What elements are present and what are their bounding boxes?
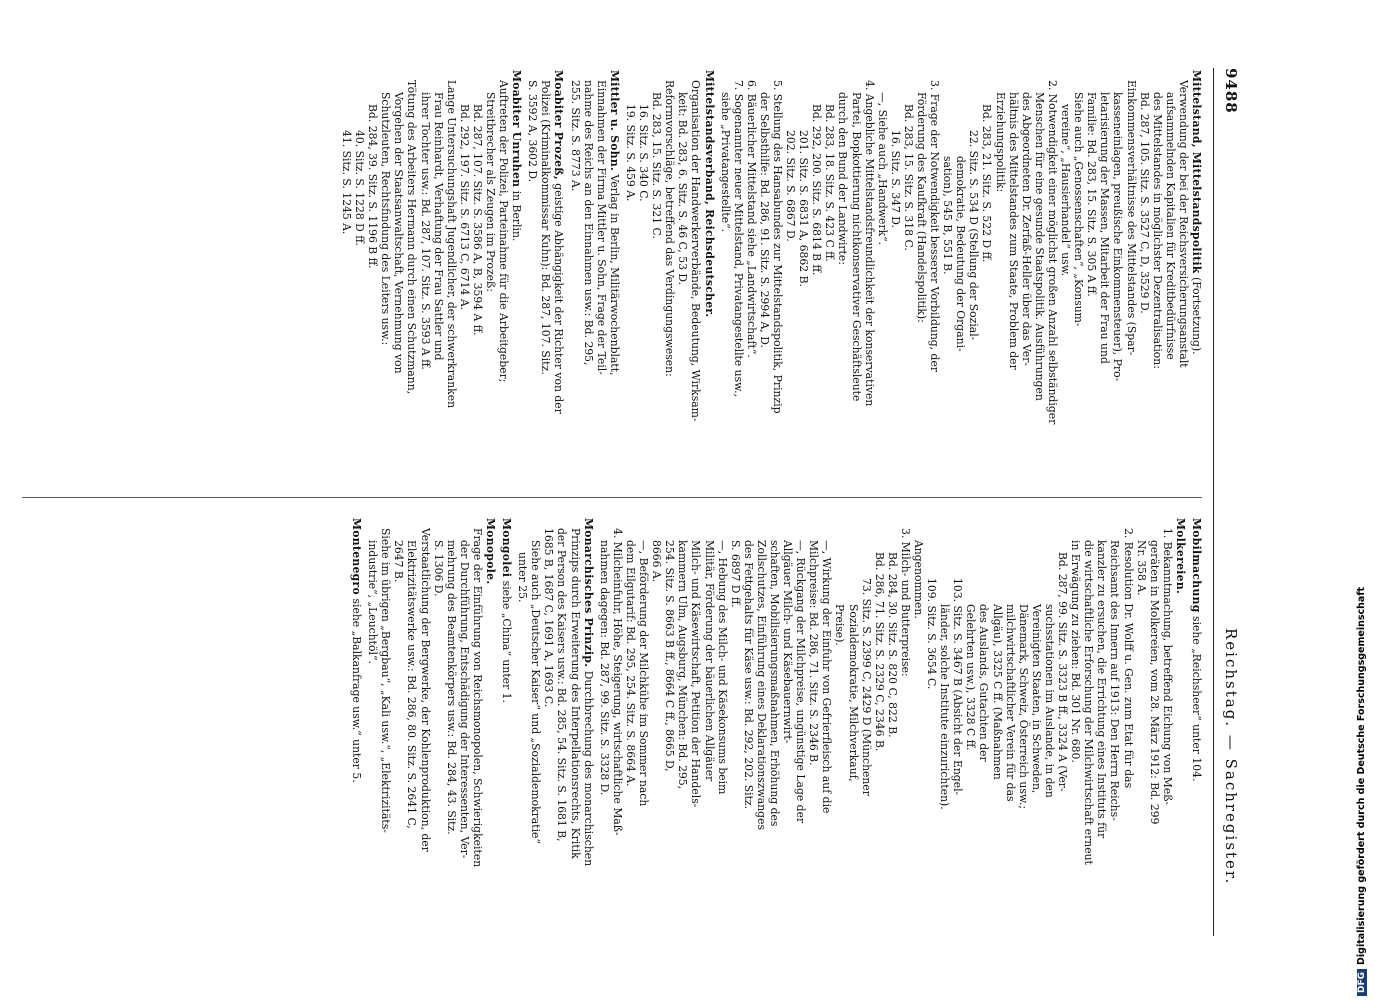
entry-keyword: Mobilmachung <box>1190 518 1203 613</box>
index-entry-line: Bd. 283, 15. Sitz. S. 318 C. <box>901 104 915 251</box>
entry-keyword: Mittelstand, Mittelstandspolitik <box>1190 70 1203 274</box>
index-entry-line: Bd. 283, 18. Sitz. S. 423 C ff. <box>823 104 837 262</box>
index-entry-line: Einkommensverhältnisse des Mittelstandes (Spar- <box>1124 80 1138 356</box>
index-entry-line: —, Beförderung der Milchkühe im Sommer nach <box>637 540 651 807</box>
entry-keyword: Mittelstandsverband, Reichsdeutscher. <box>702 70 716 318</box>
index-entry-line: des Abgeordneten Dr. Zerfaß-Heller über das Ver- <box>1019 92 1033 367</box>
index-entry-line: 73. Sitz. S. 2399 C, 2429 D (Münchener <box>859 578 873 796</box>
index-entry-line: —, Wirkung der Einfuhr von Gefrierfleisch auf die <box>820 540 834 814</box>
index-entry-line: Elektrizitätswerke usw.: Bd. 286, 80. Sitz. S. 2641 C, <box>405 540 419 829</box>
index-entry-line: 2. Resolution Dr. Wolff u. Gen. zum Etat für das <box>1121 528 1135 789</box>
index-entry-line: 2647 B. <box>392 540 406 583</box>
index-entry-heading <box>1174 518 1187 938</box>
right-column <box>16 518 1206 938</box>
index-entry-line: Siehe auch „Genossenschaften“, „Konsum- <box>1072 92 1086 327</box>
index-entry-line: Vereinigten Staaten, in Schweden, <box>1029 604 1043 794</box>
index-entry-line: —, Rückgang der Milchpreise, ungünstige Lage der <box>794 540 808 824</box>
index-entry-line: 1. Bekanntmachung, betreffend Eichung von Meß- <box>1160 528 1174 806</box>
index-entry-line: des Auslands, Gutachten der <box>977 604 991 762</box>
index-entry-line: Milch- und Käsewirtschaft, Petition der Handels- <box>689 540 703 808</box>
index-entry-line: kasseneinlagen, preußische Einkommensteuer), Pro- <box>1111 92 1125 382</box>
index-entry-line: Familie: Bd. 283, 15. Sitz. S. 305 A ff. <box>1085 92 1099 297</box>
index-entry-line: Gelehrten usw.), 3328 C ff. <box>964 604 978 751</box>
index-entry-line: keit: Bd. 283, 6. Sitz. S. 46 C, 53 D. <box>676 92 690 286</box>
index-entry-heading <box>484 518 497 938</box>
index-entry-heading <box>702 70 715 480</box>
entry-keyword-tail: Verlag in Berlin, Militärwochenblatt, <box>607 171 621 376</box>
index-entry-line: Einnahmen der Firma Mittler u. Sohn, Frage der Teil- <box>594 80 608 375</box>
entry-keyword: Monopole. <box>484 518 498 585</box>
index-entry-line: Frau Reinhardt, Verhaftung der Frau Sattler und <box>431 92 445 361</box>
entry-keyword-tail: Durchbrechung des monarchischen <box>581 667 595 867</box>
index-entry-line: Erziehungspolitik: <box>993 92 1007 193</box>
index-entry-line: Militär, Förderung der bäuerlichen Allgäuer <box>702 540 716 782</box>
index-entry-line: Auftreten der Polizei, Parteinahme für die Arbeitgeber; <box>497 80 511 383</box>
index-entry-line: 3. Frage der Notwendigkeit besserer Vorbildung, der <box>928 80 942 373</box>
index-entry-line: der Durchführung, Entschädigung der Interessenten, Ver- <box>457 540 471 859</box>
index-entry-line: Nr. 358 A. <box>1134 540 1148 596</box>
index-entry-line: Förderung des Kaufkraft (Handelspolitik): <box>915 92 929 323</box>
entry-keyword-tail: siehe „Reichsheer“ unter 104. <box>1190 612 1203 782</box>
index-entry-line: 41. Sitz. S. 1245 A. <box>340 130 353 235</box>
index-entry-line: Reichsamt des Innern auf 1913: Den Herrn Reichs- <box>1108 540 1122 821</box>
index-entry-heading <box>350 518 363 938</box>
index-entry-line: hältnis des Mittelstandes zum Staate, Problem der <box>1006 92 1020 370</box>
index-entry-line: Zollschutzes, Einführung eines Deklarationszwanges <box>754 540 768 831</box>
index-entry-line: Siehe auch „Deutscher Kaiser“ und „Sozialdemokratie“ <box>529 540 543 844</box>
index-entry-line: 4. Milcheinfuhr, Höhe, Steigerung, wirtschaftliche Maß- <box>610 528 624 836</box>
index-entry-line: Partei, Bopkottierung nichtkonservativer Geschäftsleute <box>849 92 863 402</box>
index-entry-line: Streitbrecher als Zeugen im Prozeß: <box>484 92 498 292</box>
index-entry-line: Tötung des Arbeiters Hermann durch einen Schutzmann, <box>405 80 419 395</box>
index-entry-line: Verstaatlichung der Bergwerke, der Kohlenproduktion, der <box>418 528 432 852</box>
entry-keyword: Mongolei <box>500 518 514 578</box>
left-column <box>16 70 1206 480</box>
index-entry-line: unter 25. <box>516 552 530 603</box>
entry-keyword-tail: geistige Abhängigkeit der Richter von der <box>552 179 566 414</box>
index-entry-line: dem Eilgutarif: Bd. 295, 254. Sitz. S. 8664 A. <box>623 540 637 787</box>
column-divider <box>22 497 1202 498</box>
index-entry-line: letarisierung der Massen, Mitarbeit der Frau und <box>1098 92 1112 364</box>
index-entry-line: 255. Sitz. S. 8773 A. <box>568 80 582 192</box>
index-entry-line: mehrung des Beamtenkörpers usw.: Bd. 284, 43. Sitz. <box>444 540 458 835</box>
index-entry-line: des Fettgehalts für Käse usw.: Bd. 292, 202. Sitz. <box>741 540 755 810</box>
index-entry-line: 16. Sitz. S. 347 D. <box>888 130 902 228</box>
index-entry-line: S. 1306 D. <box>431 540 445 597</box>
index-entry-line: der Person des Kaisers usw.: Bd. 285, 54. Sitz. S. 1681 B, <box>555 528 569 842</box>
page-number: 9488 <box>1222 68 1240 114</box>
index-entry-line: sation), 545 B, 551 B. <box>941 156 955 275</box>
entry-keyword: Montenegro <box>350 518 364 596</box>
index-entry-line: Verwendung der bei der Reichsversicherungsanstalt <box>1176 80 1190 368</box>
index-entry-line: 8666 A. <box>650 540 664 583</box>
index-entry-line: Bd. 287, 105. Sitz. S. 3527 C, D, 3529 D. <box>1137 92 1151 314</box>
entry-keyword-tail: siehe „China“ unter 1. <box>500 577 514 703</box>
index-entry-line: kammern Ulm, Augsburg, München: Bd. 295, <box>676 540 690 790</box>
credit-text: Digitalisierung gefördert durch die Deutsche Forschungsgemeinschaft <box>1356 587 1367 965</box>
index-entry-line: 19. Sitz. S. 459 A. <box>623 104 637 202</box>
page-title: Reichstag. — Sachregister. <box>1222 628 1240 886</box>
index-entry-line: 202. Sitz. S. 6867 D. <box>784 130 798 242</box>
index-entry-line: Schutzleuten, Rechtsfindung des Leiters usw.: <box>379 92 393 346</box>
index-entry-heading <box>500 518 513 938</box>
index-entry-line: kanzler zu ersuchen, die Errichtung eines Instituts für <box>1095 540 1109 839</box>
index-entry-line: Bd. 292, 197. Sitz. S. 6713 C, 6714 A. <box>457 104 471 311</box>
index-entry-line: Vorgehen der Staatsanwaltschaft, Vernehmung von <box>392 92 406 374</box>
index-entry-line: Angenommen. <box>912 540 926 619</box>
index-entry-line: suchsstationen im Auslande, in den <box>1042 604 1056 798</box>
index-entry-line: schaften, Mobilisierungsmaßnahmen, Erhöhung des <box>768 540 781 827</box>
index-entry-line: Lange Untersuchungshaft Jugendlicher, der schwerkranken <box>444 80 458 409</box>
index-entry-line: in Erwägung zu ziehen: Bd. 301 Nr. 680. <box>1069 540 1083 763</box>
index-entry-line: Frage der Einführung von Reichsmonopolen, Schwierigkeiten <box>470 528 484 868</box>
index-entry-line: —, Hebung des Milch- und Käsekonsums beim <box>715 540 729 795</box>
index-entry-line: 16. Sitz. S. 340 C. <box>637 104 651 202</box>
page-header <box>1213 68 1240 936</box>
index-entry-line: aufsammelnden Kapitalien für Kreditbedürfnisse <box>1163 92 1177 360</box>
index-entry-line: durch den Bund der Landwirte: <box>836 92 850 265</box>
index-entry-line: geräten in Molkereien, vom 28. März 1912: Bd. 299 <box>1147 540 1161 825</box>
index-entry-heading <box>552 70 565 480</box>
index-entry-line: nahme des Reichs an den Einnahmen usw.: Bd. 295, <box>581 80 595 366</box>
index-entry-line: Organisation der Handwerkerverbände, Bedeutung, Wirksam- <box>689 80 703 422</box>
index-entry-line: die wirtschaftliche Erforschung der Milchwirtschaft erneut <box>1082 540 1096 865</box>
index-entry-line: 3. Milch- und Butterpreise: <box>898 528 912 677</box>
index-entry-line: 2. Notwendigkeit einer möglichst großen Anzahl selbständiger <box>1045 80 1059 425</box>
index-entry-line: 5. Stellung des Hansabundes zur Mittelstandspolitik, Prinzip <box>771 80 784 414</box>
index-entry-line: Bd. 283, 15. Sitz. S. 321 C. <box>650 92 664 239</box>
index-entry-line: nahmen dagegen: Bd. 287, 99. Sitz. S. 3328 D. <box>597 540 611 796</box>
index-entry-line: siehe „Privatangestellte“. <box>718 92 732 233</box>
index-entry-line: Preise). <box>833 604 847 646</box>
index-entry-line: S. 6897 D ff. <box>728 540 742 608</box>
index-entry-line: Bd. 283, 21. Sitz. S. 522 D ff. <box>980 104 994 263</box>
index-entry-line: Allgäu), 3325 C ff. (Maßnahmen <box>990 604 1004 780</box>
index-entry-line: milchwirtschaftlicher Verein für das <box>1003 604 1017 802</box>
index-entry-heading <box>582 518 595 938</box>
index-entry-line: Polizei (Kriminalkommissar Kuhn): Bd. 287, 107. Sitz. <box>539 80 553 375</box>
index-entry-heading <box>608 70 621 480</box>
entry-keyword: Molkereien. <box>1173 518 1187 595</box>
index-entry-line: 201. Sitz. S. 6831 A, 6862 B. <box>797 130 811 287</box>
dfg-logo: DFG <box>1357 969 1367 996</box>
index-entry-line: Dänemark, Schweiz, Österreich usw.; <box>1016 604 1030 809</box>
index-entry-heading <box>1190 70 1203 480</box>
index-entry-line: Bd. 287, 99. Sitz. S. 3323 B ff., 3324 A (Ver- <box>1056 552 1070 792</box>
index-entry-line: demokratie, Bedeutung der Organi- <box>954 156 968 352</box>
entry-keyword: Moabiter Unruhen <box>510 70 524 188</box>
index-entry-line: Allgäuer Milch- und Käsebauernwirt- <box>781 540 795 744</box>
index-entry-line: Sozialdemokratie, Milchverkauf, <box>846 604 860 782</box>
index-entry-line: industrie“, „Leuchtöl“. <box>366 540 380 664</box>
index-entry-line: 4. Angebliche Mittelstandsfreundlichkeit der konservativen <box>862 80 876 407</box>
entry-keyword-tail: siehe „Balkanfrage usw.“ unter 5. <box>350 595 364 783</box>
entry-keyword-tail: (Fortsetzung). <box>1190 273 1203 355</box>
index-entry-line: des Mittelstandes in möglichster Dezentralisation: <box>1150 92 1164 369</box>
index-entry-line: 40. Sitz. S. 1228 D ff. <box>353 130 367 246</box>
index-entry-line: Milchpreise: Bd. 286, 71. Sitz. S. 2346 B. <box>807 540 821 766</box>
index-entry-line: Bd. 284, 30. Sitz. S. 820 C, 822 B. <box>885 552 899 738</box>
funding-credit <box>1356 4 1367 996</box>
index-entry-line: Bd. 284, 39. Sitz. S. 1196 B ff. <box>366 104 380 269</box>
index-entry-line: 109. Sitz. S. 3654 C. <box>925 578 939 690</box>
index-entry-line: länder, solche Institute einzurichten). <box>938 604 952 810</box>
index-entry-line: Bd. 286, 71. Sitz. S. 2329 C, 2346 B. <box>872 552 886 752</box>
index-entry-line: ihrer Tochter usw.: Bd. 287, 107. Sitz. S. 3593 A ff. <box>418 92 432 370</box>
entry-keyword-tail: in Berlin. <box>510 187 524 242</box>
index-entry-line: Bd. 287, 107. Sitz. S. 3586 A, B, 3594 A ff. <box>470 104 484 336</box>
index-entry-line: —, Siehe auch „Handwerk“. <box>875 92 889 246</box>
index-entry-line: der Selbsthilfe: Bd. 286, 91. Sitz. S. 2994 A, D. <box>757 92 771 348</box>
index-entry-line: 6. Bäuerlicher Mittelstand siehe „Landwirtschaft“. <box>744 80 758 358</box>
entry-keyword: Moabiter Prozeß, <box>552 70 566 180</box>
index-entry-line: 22. Sitz. S. 534 D (Stellung der Sozial- <box>967 130 981 341</box>
index-entry-line: 1685 B, 1687 C, 1691 A, 1693 C. <box>542 528 556 708</box>
entry-keyword: Monarchisches Prinzip. <box>581 518 595 668</box>
index-entry-line: 7. Sogenannter neuer Mittelstand, Privatangestellte usw., <box>731 80 745 398</box>
index-entry-line: 254. Sitz. S. 8663 B ff., 8664 C ff., 8665 D, <box>663 540 677 772</box>
index-entry-line: vereine“, „Hausierhandel“ usw. <box>1059 104 1073 277</box>
index-entry-line: 103. Sitz. S. 3467 B (Absicht der Engel- <box>951 578 965 796</box>
index-entry-line: Siehe im übrigen „Bergbau“, „Kali usw.“, „Elektrizitäts- <box>379 528 393 833</box>
index-entry-line: Bd. 292, 200. Sitz. S. 6814 B ff. <box>810 104 824 276</box>
index-entry-line: S. 3592 A, 3602 D. <box>526 80 540 183</box>
index-entry-line: Menschen für eine gesunde Staatspolitik. Ausführungen <box>1032 92 1046 401</box>
index-entry-heading <box>1190 518 1203 938</box>
index-entry-heading <box>510 70 523 480</box>
index-entry-line: Prinzips durch Erweiterung des Interpellationsrechts, Kritik <box>568 528 582 859</box>
entry-keyword: Mittler u. Sohn. <box>607 70 621 172</box>
index-entry-line: Reformvorschläge, betreffend das Verdingungswesen: <box>663 80 677 377</box>
